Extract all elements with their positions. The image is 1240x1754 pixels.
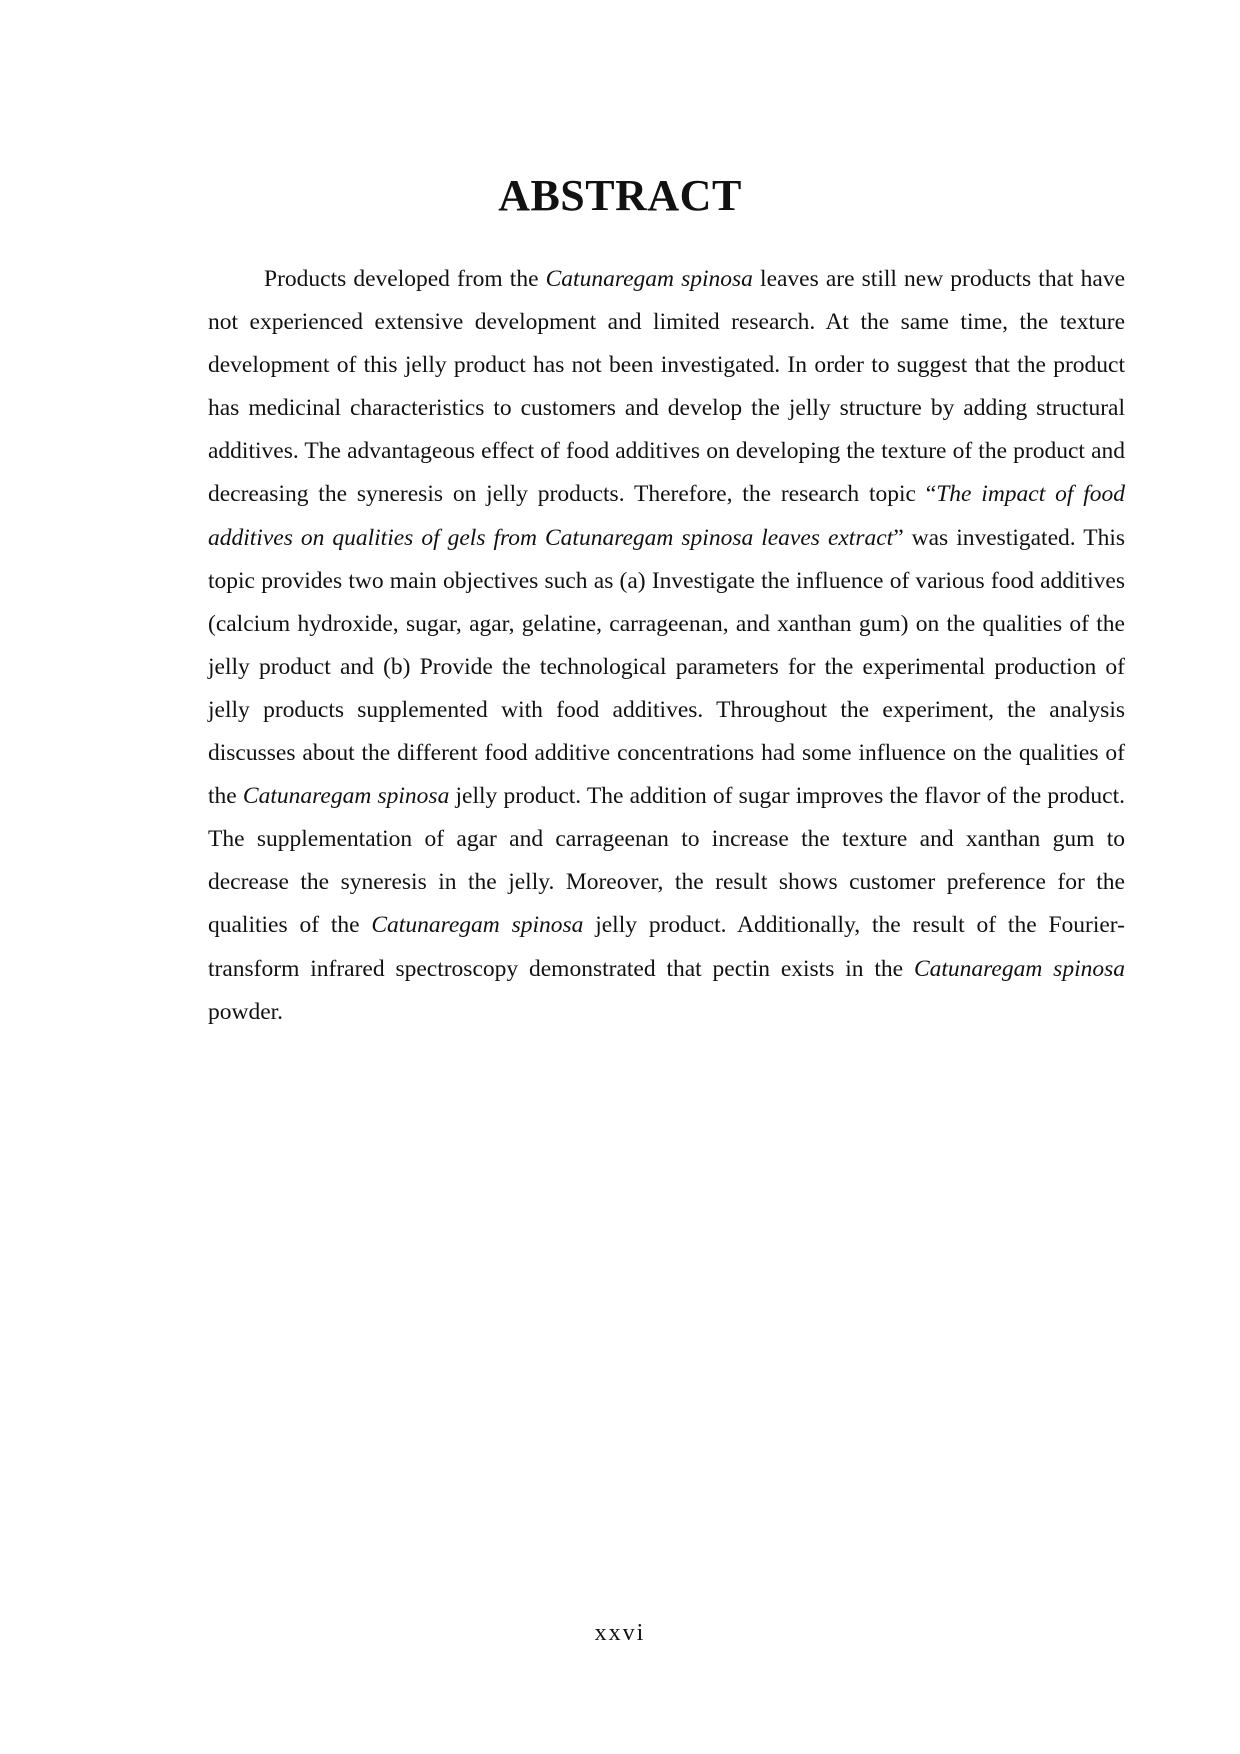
text-run: leaves are still new products that have not experienced extensive development and limited research. At the same time, the texture development of this jelly product has not been investigated. In order to suggest that the product has medicinal characteristics to customers and develop the jelly structure by adding structural additives. The advantageous effect of food additives on developing the texture of the product and decreasing the syneresis on jelly products. Therefore, the research topic “	[208, 266, 1125, 508]
text-run: ” was investigated. This topic provides two main objectives such as (a) Investigate the influence of various food additives (calcium hydroxide, sugar, agar, gelatine, carrageenan, and xanthan gum) on the qualities of the jelly product and (b) Provide the technological parameters for the experimental production of jelly products supplemented with food additives. Throughout the experiment, the analysis discusses about the different food additive concentrations had some influence on the qualities of the	[208, 524, 1125, 810]
abstract-paragraph	[208, 258, 1125, 1034]
species-name-italic: Catunaregam spinosa	[913, 955, 1125, 982]
species-name-italic: Catunaregam spinosa	[371, 912, 584, 939]
species-name-italic: Catunaregam spinosa	[545, 266, 753, 292]
text-run: jelly product. The addition of sugar improves the flavor of the product. The supplementation of agar and carrageenan to increase the texture and xanthan gum to decrease the syneresis in the jelly. Moreover, the result shows customer preference for the qualities of the	[208, 783, 1125, 939]
research-topic-italic: The impact of food additives on qualities of gels from Catunaregam spinosa leaves extract	[208, 481, 1125, 551]
text-run: Products developed from the	[264, 266, 546, 292]
text-run: powder.	[208, 998, 284, 1025]
species-name-italic: Catunaregam spinosa	[242, 783, 450, 810]
page-number: xxvi	[594, 1620, 646, 1646]
page-title: ABSTRACT	[498, 171, 742, 220]
text-run: jelly product. Additionally, the result of the Fourier-transform infrared spectroscopy demonstrated that pectin exists in the	[208, 912, 1125, 982]
